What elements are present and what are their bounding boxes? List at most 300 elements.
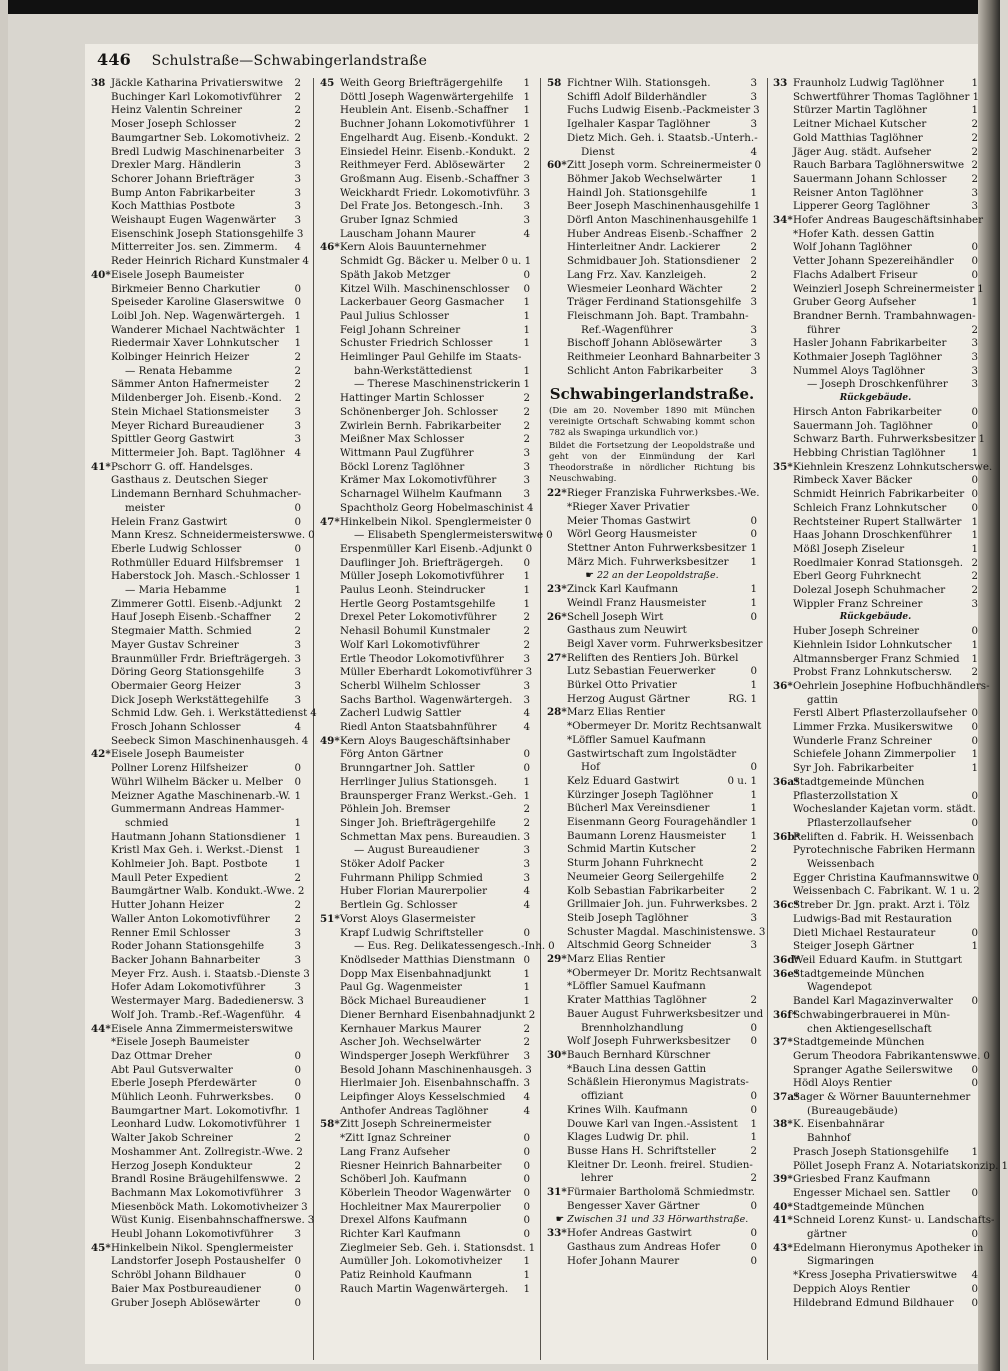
house-number: [320, 611, 340, 625]
house-number: [547, 980, 567, 994]
resident-entry: [320, 529, 553, 543]
resident-entry: [91, 790, 301, 804]
resident-entry: [91, 954, 301, 968]
house-number: [320, 1105, 340, 1119]
resident-text: Kohlmeier Joh. Bapt. Postbote: [111, 858, 268, 871]
house-number: [91, 1214, 111, 1228]
floor-number: 2: [750, 884, 757, 897]
resident-entry: [320, 447, 530, 461]
resident-text: Weil Eduard Kaufm. in Stuttgart: [793, 954, 963, 966]
house-number: 38*: [773, 1118, 793, 1131]
house-number: [91, 899, 111, 913]
resident-text: Riesner Heinrich Bahnarbeiter: [340, 1159, 502, 1172]
floor-number: 0: [294, 1296, 301, 1309]
page-number: 446: [97, 50, 131, 69]
resident-entry: [320, 324, 530, 338]
floor-number: 1: [523, 296, 530, 309]
floor-number: 1: [294, 789, 301, 802]
floor-number: 0: [750, 1227, 757, 1240]
resident-entry: [773, 378, 978, 392]
house-number: [773, 173, 793, 187]
house-number: [773, 1050, 793, 1064]
house-number: [91, 132, 111, 146]
floor-number: 1: [294, 323, 301, 336]
floor-number: [980, 885, 983, 899]
resident-entry: [773, 776, 978, 790]
resident-entry: [320, 1228, 530, 1242]
floor-number: 0: [523, 926, 530, 939]
resident-entry: [91, 1255, 301, 1269]
resident-text: Buchinger Karl Lokomotivführer: [111, 90, 282, 103]
resident-entry: [91, 420, 301, 434]
resident-entry: [547, 556, 757, 570]
resident-text: Egger Christina Kaufmannswitwe: [793, 871, 970, 884]
house-number: [320, 200, 340, 214]
resident-entry: [547, 214, 757, 228]
floor-number: 3: [294, 652, 301, 665]
house-number: [547, 200, 567, 214]
resident-entry: [91, 516, 301, 530]
floor-number: 1: [528, 1241, 536, 1254]
house-number: [91, 91, 111, 105]
resident-text: Heinz Valentin Schreiner: [111, 104, 243, 117]
resident-entry: [547, 1172, 757, 1186]
resident-text: Böckl Lorenz Taglöhner: [340, 460, 465, 473]
resident-entry: [773, 584, 978, 598]
resident-text: Kleitner Dr. Leonh. freirel. Studien-: [567, 1158, 753, 1171]
resident-entry: [547, 1145, 757, 1159]
floor-number: 0: [971, 268, 978, 281]
resident-entry: [320, 159, 530, 173]
house-number: [773, 488, 793, 502]
resident-entry: [320, 735, 530, 749]
resident-entry: [773, 91, 978, 105]
resident-text: Drexel Peter Lokomotivführer: [340, 611, 497, 624]
resident-text: Hattinger Martin Schlosser: [340, 392, 484, 405]
house-number: 45*: [91, 1241, 111, 1254]
floor-number: 0: [523, 1228, 530, 1241]
floor-number: [754, 310, 757, 324]
resident-entry: [91, 1283, 301, 1297]
house-number: [320, 872, 340, 886]
resident-text: Reliften d. Fabrik. H. Weissenbach: [793, 830, 974, 843]
house-number: 38: [91, 77, 106, 89]
resident-text: Stadtgemeinde München: [793, 1036, 925, 1049]
resident-entry: [320, 420, 530, 434]
resident-entry: [773, 803, 978, 817]
floor-number: 0: [971, 1228, 978, 1241]
resident-text: Braunsperger Franz Werkst.-Geh.: [340, 789, 517, 802]
floor-number: 3: [750, 939, 757, 952]
floor-number: 2: [523, 392, 530, 405]
house-number: [320, 1050, 340, 1064]
house-number: [91, 324, 111, 338]
resident-text: *Löffler Samuel Kaufmann: [567, 733, 706, 746]
resident-text: Köberlein Theodor Wagenwärter: [340, 1186, 511, 1199]
resident-text: Oehrlein Josephine Hofbuchhändlers-: [793, 679, 990, 692]
floor-number: 1: [971, 542, 978, 555]
house-number: [91, 598, 111, 612]
resident-text: Wunderle Franz Schreiner: [793, 734, 932, 747]
scan-top-edge: [0, 0, 1000, 14]
floor-number: [975, 899, 978, 913]
floor-number: [975, 844, 978, 858]
resident-entry: [773, 1269, 978, 1283]
house-number: [773, 735, 793, 749]
resident-entry: [773, 1241, 984, 1256]
resident-text: Zieglmeier Seb. Geh. i. Stationsdst.: [340, 1241, 526, 1254]
resident-entry: [320, 542, 533, 557]
floor-number: 2: [523, 638, 530, 651]
resident-text: Bandel Karl Magazinverwalter: [793, 995, 953, 1008]
house-number: 36*: [773, 679, 793, 692]
resident-entry: [547, 597, 757, 611]
resident-text: Schneid Lorenz Kunst- u. Landschafts-: [793, 1214, 995, 1227]
floor-number: 1: [750, 679, 757, 692]
resident-entry: [320, 762, 530, 776]
house-number: [773, 433, 793, 447]
house-number: [91, 159, 111, 173]
resident-entry: [320, 899, 530, 913]
house-number: [91, 228, 111, 242]
resident-text: Gold Matthias Taglöhner: [793, 131, 923, 144]
house-number: 40*: [773, 1200, 793, 1213]
house-number: [91, 420, 111, 434]
house-number: [547, 912, 567, 926]
house-number: [773, 1160, 793, 1174]
resident-text: Wolf Karl Lokomotivführer: [340, 638, 480, 651]
resident-entry: [320, 337, 530, 351]
house-number: [320, 310, 340, 324]
resident-entry: [773, 420, 978, 434]
resident-entry: [320, 817, 530, 831]
resident-entry: [773, 433, 986, 447]
floor-number: 1: [750, 816, 757, 829]
floor-number: 0: [754, 159, 762, 172]
resident-entry: [320, 913, 530, 927]
house-number: [320, 296, 340, 310]
floor-number: [976, 803, 979, 817]
resident-text: Lauscham Johann Maurer: [340, 227, 476, 240]
resident-entry: [91, 776, 301, 790]
resident-entry: [773, 1064, 978, 1078]
house-number: [91, 543, 111, 557]
house-number: [547, 118, 567, 132]
floor-number: 3: [523, 1049, 530, 1062]
resident-text: Busse Hans H. Schriftsteller: [567, 1144, 716, 1157]
resident-entry: [91, 173, 301, 187]
resident-text: Beigl Xaver vorm. Fuhrwerksbesitzer: [567, 637, 763, 650]
house-number: [91, 940, 111, 954]
resident-text: Bengesser Xaver Gärtner: [567, 1199, 700, 1212]
floor-number: 1: [971, 652, 978, 665]
house-number: [547, 1255, 567, 1269]
house-number: 36b*: [773, 830, 800, 843]
resident-entry: [320, 406, 530, 420]
resident-entry: [773, 324, 978, 338]
resident-entry: [320, 378, 530, 392]
resident-entry: [91, 995, 304, 1009]
house-number: [547, 324, 567, 338]
resident-text: Scherbl Wilhelm Schlosser: [340, 679, 481, 692]
resident-entry: [320, 1214, 530, 1228]
resident-text: Hauf Joseph Eisenb.-Schaffner: [111, 611, 271, 624]
resident-entry: [320, 872, 530, 886]
house-number: [91, 1255, 111, 1269]
resident-entry: [547, 720, 762, 734]
resident-entry: [320, 269, 530, 283]
resident-entry: [91, 351, 301, 365]
floor-number: 2: [523, 433, 530, 446]
floor-number: 3: [750, 364, 757, 377]
floor-number: 3: [523, 858, 530, 871]
floor-number: [298, 1023, 301, 1037]
floor-number: 1: [971, 1145, 978, 1158]
resident-text: Meyer Frz. Aush. i. Staatsb.-Dienste: [111, 967, 301, 980]
house-number: [547, 337, 567, 351]
resident-entry: [320, 351, 530, 365]
resident-entry: [547, 283, 757, 297]
resident-entry: [320, 146, 530, 160]
resident-entry: [773, 337, 978, 351]
house-number: [320, 680, 340, 694]
house-number: [91, 694, 111, 708]
house-number: [547, 214, 567, 228]
resident-text: Altschmid Georg Schneider: [567, 939, 711, 952]
floor-number: [759, 487, 762, 501]
house-number: [91, 817, 111, 831]
resident-text: Eisenmann Georg Fouragehändler: [567, 816, 748, 829]
resident-entry: [320, 433, 530, 447]
resident-text: Engesser Michael sen. Sattler: [793, 1186, 951, 1199]
column-2: [320, 77, 555, 1367]
house-number: [547, 830, 567, 844]
resident-entry: [320, 1187, 530, 1201]
house-number: [773, 529, 793, 543]
resident-entry: [547, 1200, 757, 1214]
resident-text: Böck Michael Bureaudiener: [340, 995, 486, 1008]
floor-number: 0: [524, 515, 532, 528]
resident-text: Krapf Ludwig Schriftsteller: [340, 926, 484, 939]
house-number: 51*: [320, 912, 340, 925]
house-number: [547, 1159, 567, 1173]
house-number: [547, 1241, 567, 1255]
resident-entry: [547, 365, 757, 379]
resident-text: Bahnhof: [807, 1132, 851, 1145]
resident-entry: [773, 282, 984, 297]
floor-number: 4: [523, 721, 530, 734]
running-head-title: Schulstraße—Schwabingerlandstraße: [151, 53, 428, 69]
house-number: [773, 1228, 793, 1242]
house-number: [773, 1283, 793, 1297]
house-number: [320, 748, 340, 762]
resident-entry: [320, 1077, 530, 1091]
resident-entry: [547, 1007, 764, 1022]
floor-number: 3: [294, 172, 301, 185]
floor-number: 2: [523, 1022, 530, 1035]
resident-text: *Hofer Kath. dessen Gattin: [793, 227, 935, 240]
resident-text: Gastwirtschaft zum Ingolstädter: [567, 747, 737, 760]
resident-entry: [547, 953, 757, 967]
floor-number: 3: [758, 925, 766, 938]
floor-number: 2: [528, 1008, 536, 1021]
house-number: [91, 639, 111, 653]
floor-number: 0: [750, 665, 757, 678]
house-number: [547, 132, 567, 146]
resident-entry: [773, 1105, 978, 1119]
resident-entry: [773, 351, 978, 365]
resident-text: Bertlein Gg. Schlosser: [340, 899, 458, 912]
floor-number: 1: [750, 1117, 757, 1130]
house-number: [547, 720, 567, 734]
resident-entry: [547, 652, 757, 666]
resident-text: Ferstl Albert Pflasterzollaufseher: [793, 707, 967, 720]
floor-number: [975, 1091, 978, 1105]
resident-text: Ertle Theodor Lokomotivführer: [340, 652, 504, 665]
house-number: [91, 200, 111, 214]
resident-text: Döring Georg Stationsgehilfe: [111, 666, 265, 679]
floor-number: [754, 734, 757, 748]
resident-entry: [320, 940, 555, 954]
floor-number: 2: [294, 1159, 301, 1172]
floor-number: [992, 461, 995, 475]
resident-text: Anthofer Andreas Taglöhner: [340, 1104, 489, 1117]
house-number: [547, 542, 567, 556]
house-number: [773, 858, 793, 872]
house-number: [320, 187, 340, 201]
house-number: [320, 269, 340, 283]
resident-text: Lindemann Bernhard Schuhmacher-: [111, 488, 302, 501]
resident-entry: [547, 816, 757, 830]
floor-number: [975, 776, 978, 790]
resident-entry: [773, 104, 978, 118]
floor-number: [975, 1118, 978, 1132]
resident-text: Mann Kresz. Schneidermeisterswwe.: [111, 529, 306, 542]
house-number: [91, 1160, 111, 1174]
floor-number: [301, 488, 304, 502]
resident-text: Pflasterzollstation X: [793, 789, 899, 802]
house-number: [91, 1269, 111, 1283]
resident-text: Kiehnlein Isidor Lohnkutscher: [793, 638, 952, 651]
house-number: 34*: [773, 214, 793, 227]
resident-entry: [91, 1187, 301, 1201]
resident-entry: [91, 337, 301, 351]
resident-entry: [320, 776, 530, 790]
floor-number: [754, 706, 757, 720]
resident-text: Koch Matthias Postbote: [111, 200, 236, 213]
house-number: [91, 433, 111, 447]
house-number: [773, 516, 793, 530]
resident-text: Schmid Martin Kutscher: [567, 843, 696, 856]
house-number: [773, 694, 793, 708]
floor-number: [975, 913, 978, 927]
resident-text: K. Eisenbahnärar: [793, 1118, 885, 1131]
resident-entry: [320, 1023, 530, 1037]
column-3: [547, 77, 766, 1367]
resident-text: Gruber Joseph Ablösewärter: [111, 1296, 260, 1309]
floor-number: 0: [523, 268, 530, 281]
resident-entry: [320, 516, 530, 530]
resident-text: Feigl Johann Schreiner: [340, 323, 461, 336]
floor-number: 2: [750, 898, 758, 911]
floor-number: 1: [523, 323, 530, 336]
house-number: [773, 132, 793, 146]
house-number: [91, 858, 111, 872]
resident-text: Prasch Joseph Stationsgehilfe: [793, 1145, 949, 1158]
resident-text: Eisele Joseph Baumeister: [111, 268, 244, 281]
rear-building-heading: Rückgebäude.: [839, 393, 912, 404]
floor-number: 3: [303, 967, 310, 980]
house-number: [547, 351, 567, 365]
resident-text: Heimlinger Paul Gehilfe im Staats-: [340, 351, 522, 364]
rear-building-heading: Rückgebäude.: [839, 612, 912, 623]
resident-entry: [91, 324, 301, 338]
resident-entry: [320, 1036, 530, 1050]
resident-entry: [91, 611, 301, 625]
resident-text: Sachs Barthol. Wagenwärtergeh.: [340, 693, 513, 706]
resident-text: Loibl Joh. Nep. Wagenwärtergeh.: [111, 309, 285, 322]
house-number: [91, 1105, 111, 1119]
floor-number: 2: [523, 405, 530, 418]
floor-number: 3: [523, 679, 530, 692]
floor-number: [975, 1036, 978, 1050]
house-number: [773, 159, 793, 173]
resident-text: Schmidt Heinrich Fabrikarbeiter: [793, 488, 965, 501]
resident-text: Patiz Reinhold Kaufmann: [340, 1269, 472, 1282]
resident-entry: [547, 515, 757, 529]
resident-text: Mildenberger Joh. Eisenb.-Kond.: [111, 392, 282, 405]
floor-number: 3: [294, 638, 301, 651]
house-number: [320, 159, 340, 173]
house-number: [320, 1255, 340, 1269]
house-number: [320, 146, 340, 160]
resident-entry: [91, 543, 301, 557]
floor-number: 3: [523, 830, 530, 843]
resident-text: Moshammer Ant. Zollregistr.-Wwe.: [111, 1145, 294, 1158]
resident-entry: [773, 77, 978, 91]
resident-entry: [773, 1214, 995, 1228]
resident-text: Nehasil Bohumil Kunstmaler: [340, 625, 491, 638]
house-number: [773, 885, 793, 899]
house-number: [320, 104, 340, 118]
resident-entry: [547, 269, 757, 283]
floor-number: 0: [971, 419, 978, 432]
floor-number: [975, 981, 978, 995]
house-number: [320, 1160, 340, 1174]
resident-entry: [91, 187, 301, 201]
house-number: [773, 255, 793, 269]
floor-number: 1: [294, 584, 301, 597]
floor-number: 3: [750, 90, 757, 103]
house-number: 42*: [91, 748, 111, 761]
resident-entry: [773, 406, 978, 420]
floor-number: 3: [294, 693, 301, 706]
resident-entry: [773, 598, 978, 612]
resident-text: Stadtgemeinde München: [793, 967, 925, 980]
floor-number: [754, 1063, 757, 1077]
resident-entry: [91, 200, 301, 214]
resident-text: Leipfinger Aloys Kesselschmied: [340, 1091, 506, 1104]
resident-entry: [91, 1036, 301, 1050]
resident-entry: [547, 1186, 757, 1200]
resident-entry: [773, 200, 978, 214]
house-number: [547, 679, 567, 693]
resident-text: Lackerbauer Georg Gasmacher: [340, 296, 504, 309]
house-number: [547, 775, 567, 789]
floor-number: 0: [523, 1200, 530, 1213]
house-number: [320, 1146, 340, 1160]
floor-number: 2: [294, 1173, 301, 1186]
